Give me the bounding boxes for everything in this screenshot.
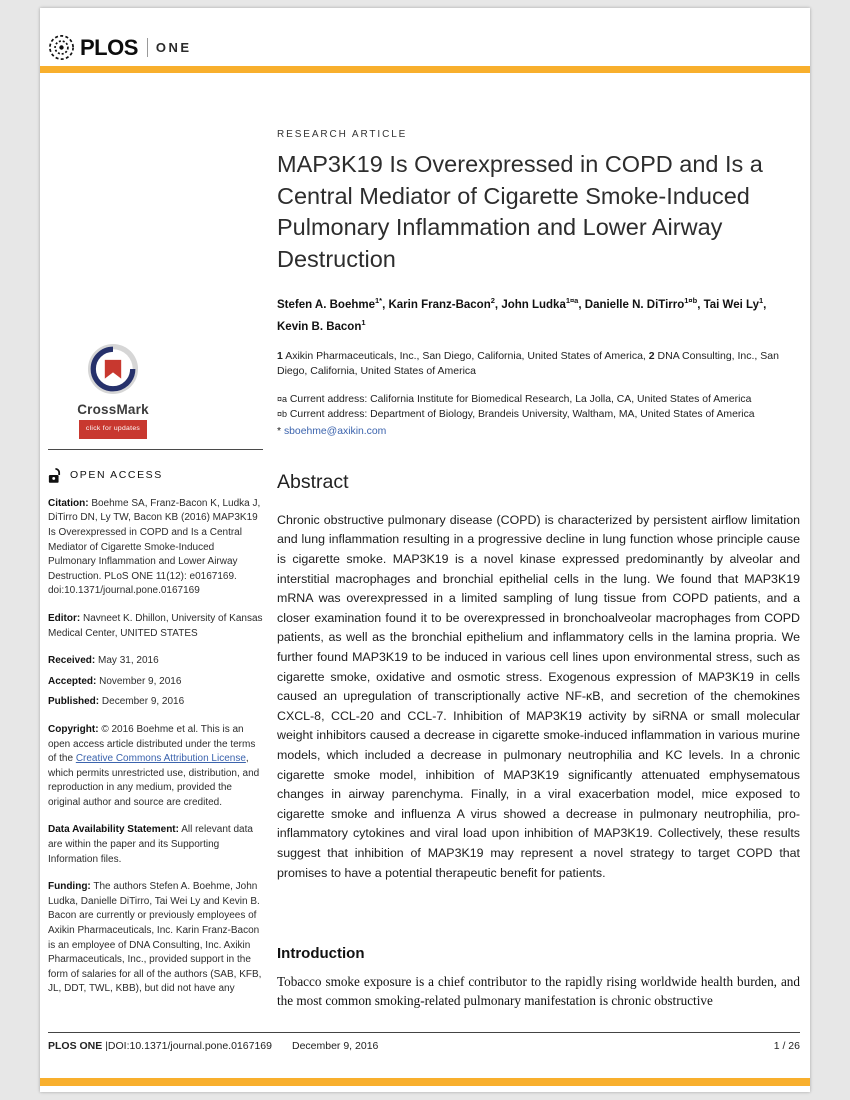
bottom-accent-bar — [40, 1078, 810, 1086]
funding-label: Funding: — [48, 881, 91, 893]
footer-doi: DOI:10.1371/journal.pone.0167169 — [107, 1040, 272, 1052]
copyright-block — [48, 723, 263, 811]
open-access-label: OPEN ACCESS — [70, 468, 163, 481]
author-affiliation-mark: 2 — [490, 296, 495, 305]
author-name: Tai Wei Ly — [703, 298, 759, 311]
page-footer — [48, 1032, 800, 1052]
crossmark-icon — [87, 387, 139, 398]
author-affiliation-mark: 1 — [361, 317, 366, 327]
article-info-sidebar — [48, 343, 263, 997]
accepted-label: Accepted: — [48, 675, 97, 687]
received-label: Received: — [48, 655, 96, 667]
open-lock-icon — [48, 467, 62, 484]
data-availability-label: Data Availability Statement: — [48, 824, 179, 836]
article-title: MAP3K19 Is Overexpressed in COPD and Is a Central Mediator of Cigarette Smoke-Induced Pulmonary Inflammation and Lower Airway Destruction — [277, 151, 763, 272]
crossmark-title: CrossMark — [77, 401, 149, 417]
footer-date: December 9, 2016 — [291, 1040, 379, 1052]
current-address-mark: ¤b — [277, 409, 288, 420]
crossmark-tagline[interactable]: click for updates — [79, 420, 147, 439]
data-availability-text: All relevant data are within the paper and its Supporting Information files. — [48, 824, 253, 865]
author-separator: , — [382, 298, 386, 311]
abstract-heading: Abstract — [277, 470, 349, 493]
cc-license-link[interactable]: Creative Commons Attribution License — [75, 753, 246, 765]
copyright-text-after: , which permits unrestricted use, distribution, and reproduction in any medium, provided the original author and source are credited. — [48, 753, 260, 808]
author — [584, 296, 701, 311]
author-name: Stefen A. Boehme — [277, 298, 375, 311]
footer-citation — [48, 1040, 378, 1052]
journal-name: ONE — [155, 40, 192, 55]
author-separator: , — [763, 298, 767, 311]
footer-page-indicator: 1 / 26 — [773, 1040, 800, 1052]
current-address-text: Current address: Department of Biology, Brandeis University, Waltham, MA, United States of America — [289, 409, 755, 421]
author — [501, 296, 582, 311]
funding-text: The authors Stefen A. Boehme, John Ludka, Danielle DiTirro, Tai Wei Ly and Kevin B. Bacon are currently or previously employees of Axikin Pharmaceuticals, Inc. Karin Franz-Bacon is an employee of DNA Consulting, Inc. Axikin Pharmaceuticals, Inc., provided support in the form of salaries for all of the authors (SAB, KFB, JL, DDT, TWL, KBB), but did not have any — [48, 881, 262, 995]
current-address-mark: ¤a — [277, 393, 288, 404]
received-block — [48, 654, 263, 669]
corresponding-author-row — [277, 426, 800, 437]
author-affiliation-mark: 1¤a — [565, 296, 579, 305]
article-main-column — [277, 129, 800, 1010]
plos-wordmark: PLOS — [80, 34, 138, 60]
affiliation-text: DNA Consulting, Inc., San Diego, California, United States of America — [277, 349, 779, 377]
copyright-label: Copyright: — [48, 723, 99, 735]
affiliations — [277, 349, 800, 379]
paper-page — [40, 8, 810, 1092]
current-address-text: Current address: California Institute for Biomedical Research, La Jolla, CA, United States of America — [289, 393, 752, 405]
editor-block — [48, 612, 263, 641]
data-availability-block — [48, 823, 263, 867]
author-list — [277, 292, 800, 336]
sidebar-divider — [48, 449, 263, 450]
accepted-block — [48, 675, 263, 690]
author-name: Karin Franz-Bacon — [388, 298, 491, 311]
abstract-text: Chronic obstructive pulmonary disease (COPD) is characterized by persistent airflow limitation and lung inflammation resulting in a progressive decline in lung function whose principle cause is cigarette smoke. MAP3K19 is a novel kinase expressed predominantly by alveolar and interstitial macrophages and bronchial epithelial cells in the lung. We found that MAP3K19 mRNA was overexpressed in a limited sampling of lung tissue from COPD patients, and a closer examination found it to be overexpressed in bronchoalveolar macrophages from COPD patients, as well as the bronchial epithelium and inflammatory cells in the lamina propria. We further found MAP3K19 to be induced in various cell lines upon environmental stress, such as cigarette smoke, oxidative and osmotic stress. Exogenous expression of MAP3K19 in cells caused an upregulation of transcriptionally active NF-κB, and secretion of the chemokines CXCL-8, CCL-20 and CCL-7. Inhibition of MAP3K19 activity by siRNA or small molecular weight inhibitors caused a decrease in cigarette smoke-induced inflammation in various murine models, which included a decrease in pulmonary neutrophilia and KC levels. In a chronic cigarette smoke model, inhibition of MAP3K19 significantly attenuated emphysematous changes in airway parenchyma. Finally, in a viral exacerbation model, mice exposed to cigarette smoke and influenza A virus showed a decrease in pulmonary neutrophilia, pro-inflammatory cytokines and viral load upon inhibition of MAP3K19. Collectively, these results suggest that inhibition of MAP3K19 may represent a novel strategy to target COPD that promises to have a potential therapeutic benefit for patients. — [277, 512, 800, 880]
corresponding-email-link[interactable]: sboehme@axikin.com — [283, 425, 387, 437]
crossmark-badge[interactable] — [60, 343, 166, 439]
author-affiliation-mark: 1¤b — [684, 296, 698, 305]
footer-separator: | — [105, 1040, 108, 1052]
author-separator: , — [578, 298, 582, 311]
editor-label: Editor: — [48, 612, 81, 624]
copyright-text-before: © 2016 Boehme et al. This is an open access article distributed under the terms of the — [48, 723, 256, 765]
author-affiliation-mark: 1* — [374, 296, 383, 305]
logo-divider — [147, 38, 148, 57]
author — [277, 296, 386, 311]
author — [703, 296, 767, 311]
published-block — [48, 695, 263, 710]
citation-text: Boehme SA, Franz-Bacon K, Ludka J, DiTirro DN, Ly TW, Bacon KB (2016) MAP3K19 Is Overexpressed in COPD and Is a Central Mediator of Cigarette Smoke-Induced Pulmonary Inflammation and Lower Airway Destruction. PLoS ONE 11(12): e0167169. doi:10.1371/journal.pone.0167169 — [48, 497, 261, 597]
affiliation-number: 2 — [648, 349, 655, 362]
plos-logo — [48, 34, 192, 61]
citation-label: Citation: — [48, 497, 89, 509]
current-address-line — [277, 392, 800, 408]
received-date: May 31, 2016 — [98, 655, 159, 667]
accepted-date: November 9, 2016 — [99, 675, 182, 687]
article-type-kicker: RESEARCH ARTICLE — [277, 129, 408, 140]
author-separator: , — [697, 298, 701, 311]
plos-logo-icon — [48, 34, 75, 61]
top-accent-bar — [40, 66, 810, 73]
author-affiliation-mark: 1 — [758, 296, 764, 305]
affiliation-text: Axikin Pharmaceuticals, Inc., San Diego, California, United States of America, — [285, 349, 646, 362]
current-address-block — [277, 392, 800, 437]
introduction-text: Tobacco smoke exposure is a chief contributor to the rapidly rising worldwide health burden, and the most common smoking-related pulmonary manifestation is chronic obstructive — [277, 974, 800, 1008]
published-label: Published: — [48, 696, 100, 708]
affiliation-number: 1 — [277, 349, 283, 362]
author-separator: , — [494, 298, 499, 311]
editor-text: Navneet K. Dhillon, University of Kansas Medical Center, UNITED STATES — [48, 612, 263, 639]
open-access-row — [48, 467, 263, 484]
author-name: Kevin B. Bacon — [277, 320, 362, 333]
current-address-line — [277, 407, 800, 423]
author — [277, 317, 366, 333]
funding-block — [48, 880, 263, 997]
published-date: December 9, 2016 — [101, 696, 185, 708]
footer-journal: PLOS ONE — [48, 1040, 103, 1052]
introduction-heading: Introduction — [277, 945, 365, 963]
author-name: John Ludka — [501, 298, 566, 311]
citation-block — [48, 497, 263, 599]
corresponding-mark: * — [277, 425, 282, 437]
author — [388, 296, 499, 311]
author-name: Danielle N. DiTirro — [584, 298, 685, 311]
